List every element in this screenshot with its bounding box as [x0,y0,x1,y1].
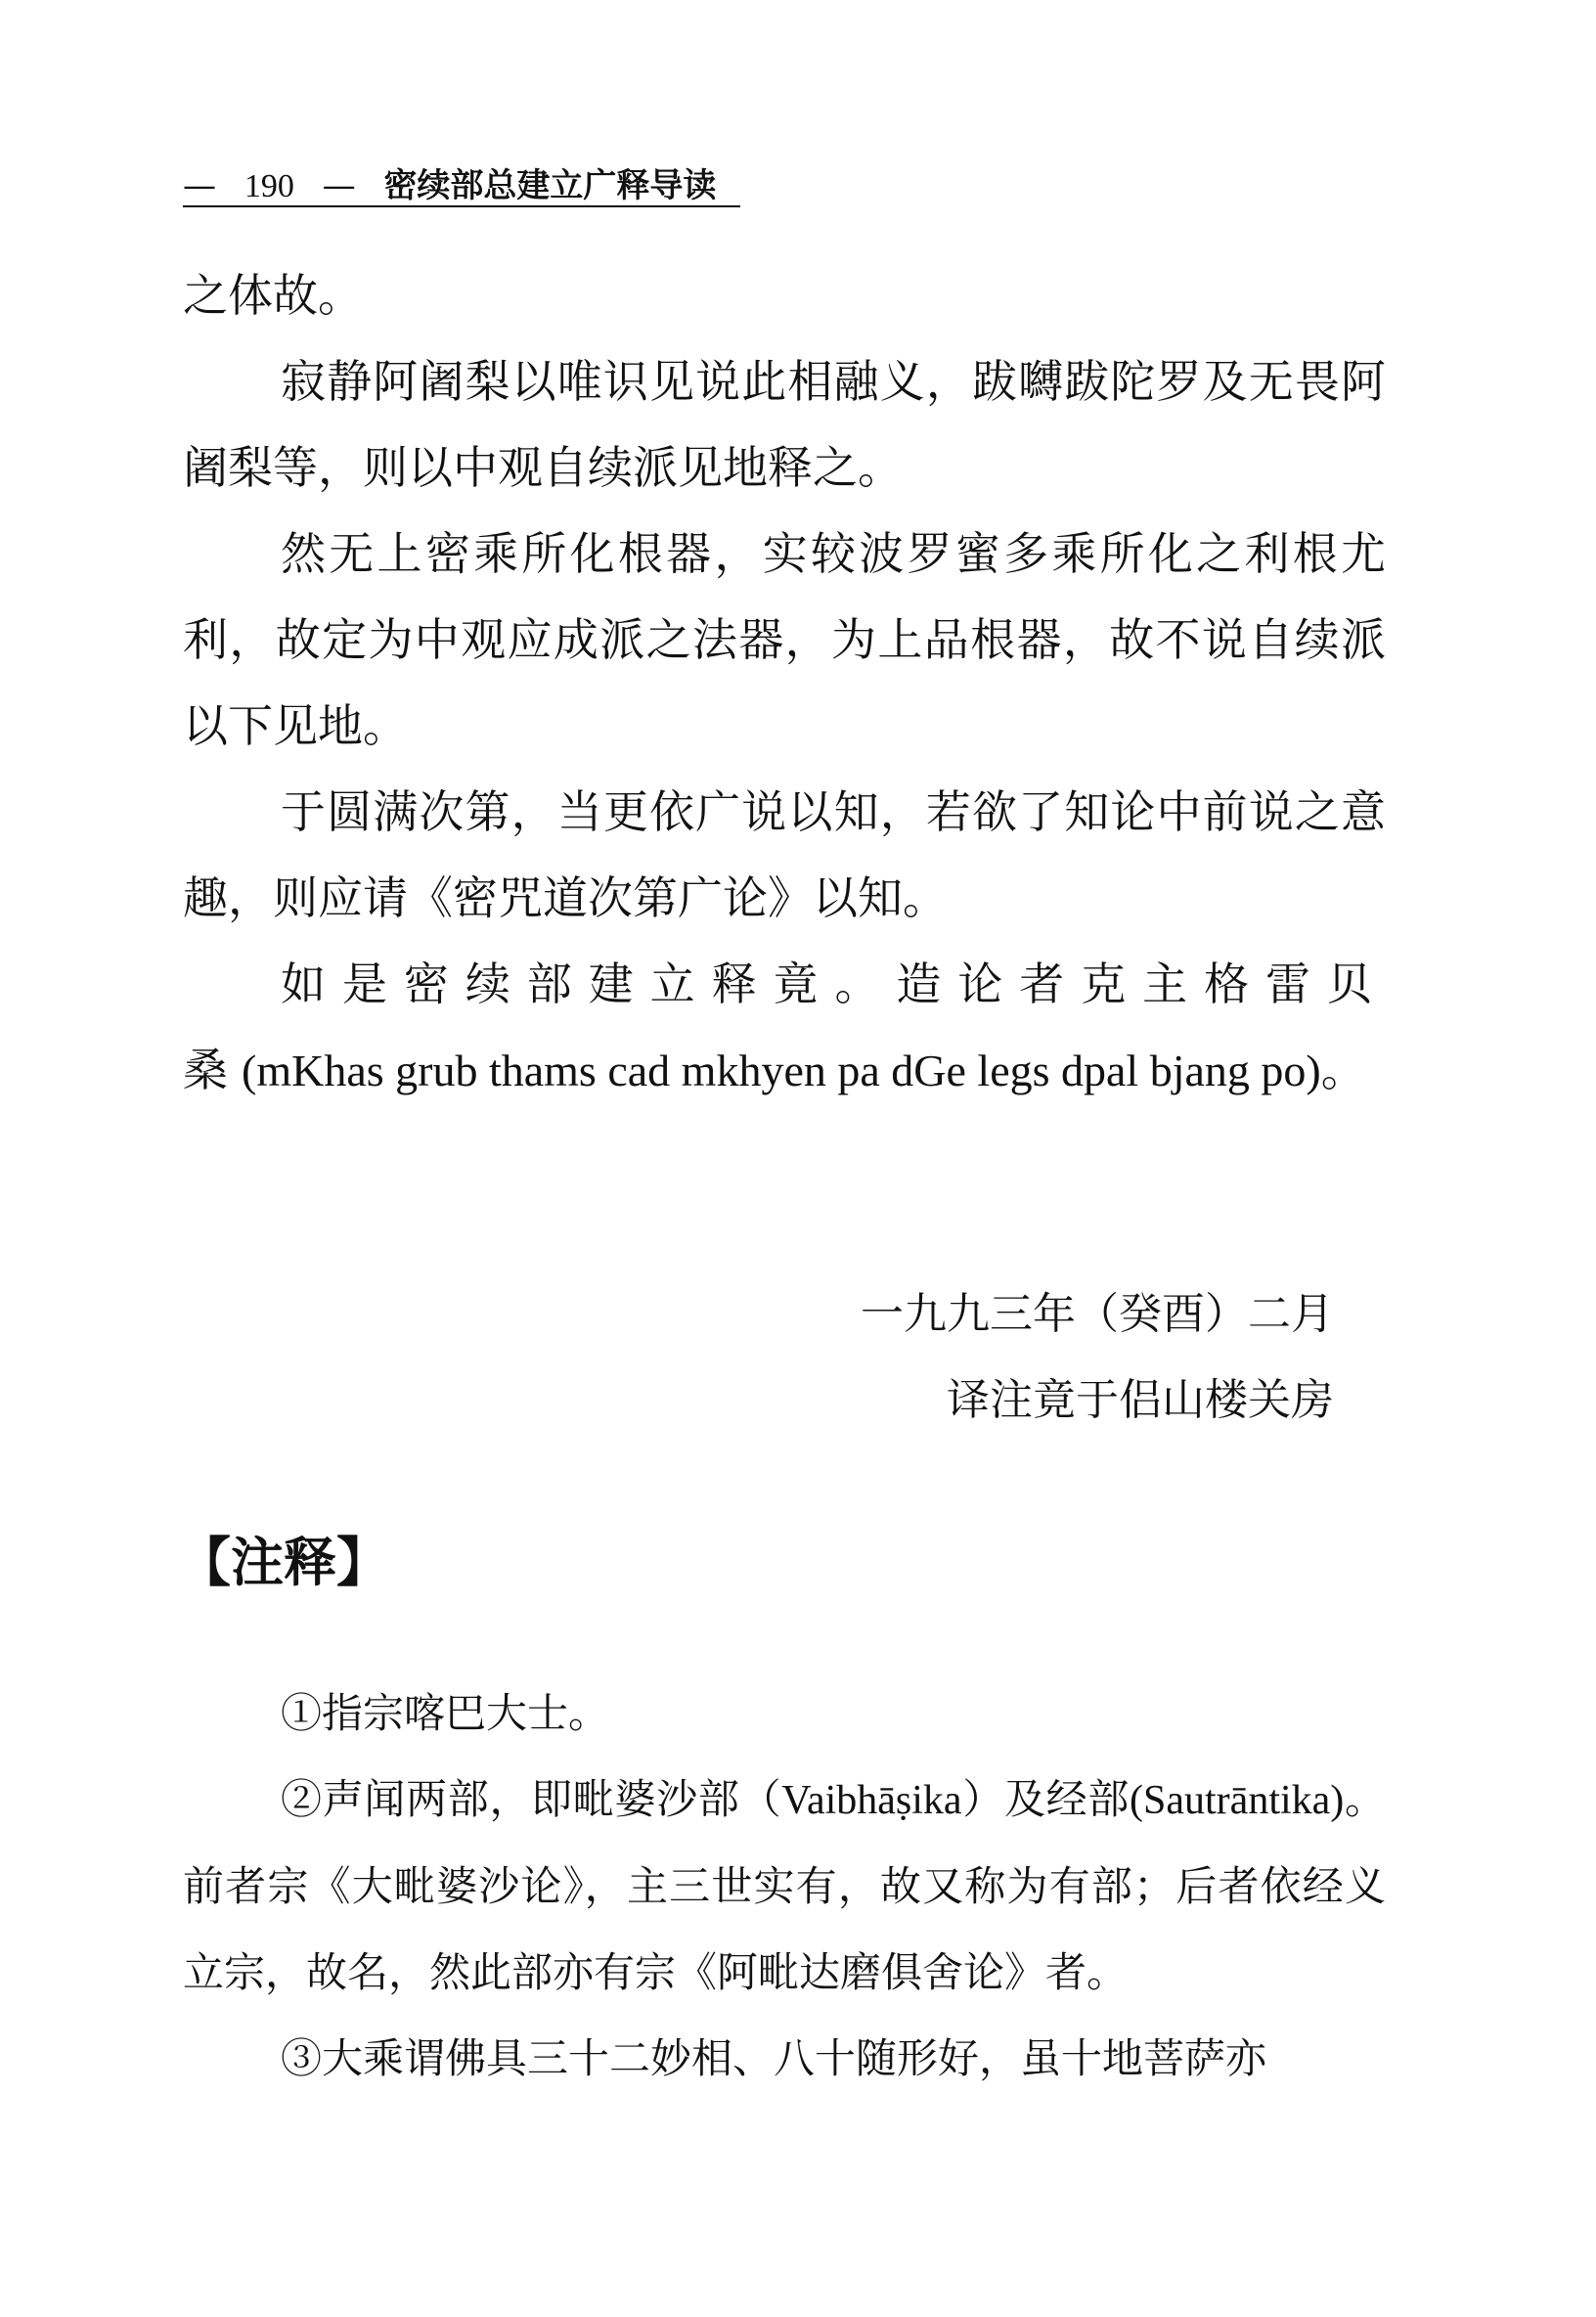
notes-list [183,1671,1386,2102]
note-2-rest: 。前者宗《大毗婆沙论》，主三世实有，故又称为有部；后者依经义立宗，故名，然此部亦有宗《阿毗达磨俱舍论》者。 [183,1775,1386,1996]
colophon-lead: 如是密续部建立释竟。造论者克主格雷贝桑 [183,958,1386,1096]
note-2 [183,1757,1386,2016]
main-text [183,252,1386,1114]
signature-date: 一九九三年（癸酉）二月 [861,1289,1334,1339]
page-number: 190 [244,168,294,204]
paragraph-shantarakshita: 寂静阿阇梨以唯识见说此相融义，跋嚩跋陀罗及无畏阿阇梨等，则以中观自续派见地释之。 [183,355,1386,494]
colophon-romanized: (mKhas grub thams cad mkhyen pa dGe legs dpal bjang po) [242,1046,1321,1095]
paragraph-completion-stage: 于圆满次第，当更依广说以知，若欲了知论中前说之意趣，则应请《密咒道次第广论》以知。 [183,785,1386,924]
note-2-mid: ）及经部 [961,1775,1130,1823]
header-dash-left: — [183,166,216,205]
notes-heading: 【注释】 [178,1532,389,1593]
note-2-lead: ②声闻两部，即毗婆沙部（ [281,1775,782,1823]
paragraph-colophon [183,941,1386,1114]
header-dash-right: — [322,166,356,205]
note-3: ③大乘谓佛具三十二妙相、八十随形好，虽十地菩萨亦 [281,2034,1267,2082]
paragraph-anuttara: 然无上密乘所化根器，实较波罗蜜多乘所化之利根尤利，故定为中观应成派之法器，为上品根器，故不说自续派以下见地。 [183,527,1386,752]
paragraph-continued: 之体故。 [183,269,363,322]
note-1: ①指宗喀巴大士。 [281,1689,610,1737]
signature-place: 译注竟于侣山楼关房 [947,1375,1334,1425]
colophon-end: 。 [1320,1044,1366,1096]
book-title: 密续部总建立广释导读 [383,166,717,205]
note-2-vaibhasika: Vaibhāṣika [781,1778,962,1823]
note-2-sautrantika: (Sautrāntika) [1130,1778,1345,1823]
running-header [183,166,740,207]
